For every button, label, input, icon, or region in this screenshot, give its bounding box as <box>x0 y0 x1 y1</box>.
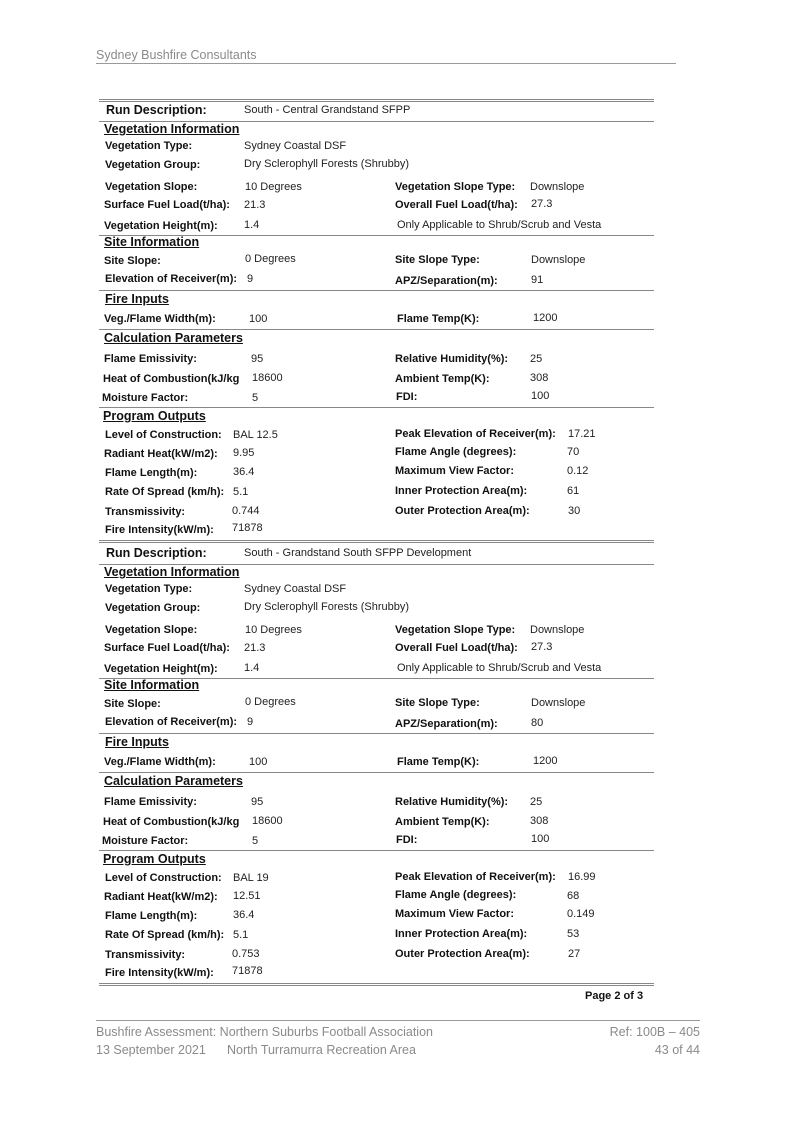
spread-label: Rate Of Spread (km/h): <box>105 929 225 941</box>
inner-label: Inner Protection Area(m): <box>395 485 528 497</box>
peak-label: Peak Elevation of Receiver(m): <box>395 871 556 883</box>
veg-slope-type-value: Downslope <box>530 181 585 193</box>
radiant-value: 12.51 <box>233 890 261 902</box>
site-slope-label: Site Slope: <box>104 698 161 710</box>
site-slope-value: 0 Degrees <box>245 696 296 708</box>
section-site-information: Site Information <box>104 678 200 692</box>
spread-value: 5.1 <box>233 929 249 941</box>
flame-angle-label: Flame Angle (degrees): <box>395 446 517 458</box>
divider <box>99 772 654 773</box>
apz-value: 80 <box>531 717 544 729</box>
flame-length-label: Flame Length(m): <box>105 467 198 479</box>
construction-value: BAL 19 <box>233 872 269 884</box>
fdi-label: FDI: <box>396 391 418 403</box>
run-top-rule <box>99 99 654 102</box>
veg-group-value: Dry Sclerophyll Forests (Shrubby) <box>244 601 410 613</box>
ambient-value: 308 <box>530 372 549 384</box>
elevation-value: 9 <box>247 273 254 285</box>
spread-label: Rate Of Spread (km/h): <box>105 486 225 498</box>
humidity-value: 25 <box>530 796 543 808</box>
section-fire-inputs: Fire Inputs <box>105 735 169 749</box>
transmissivity-label: Transmissivity: <box>105 506 186 518</box>
surface-fuel-label: Surface Fuel Load(t/ha): <box>104 199 230 211</box>
flame-angle-label: Flame Angle (degrees): <box>395 889 517 901</box>
run-bottom-rule <box>99 983 654 986</box>
outer-label: Outer Protection Area(m): <box>395 505 530 517</box>
fdi-label: FDI: <box>396 834 418 846</box>
overall-fuel-value: 27.3 <box>531 198 553 210</box>
ambient-label: Ambient Temp(K): <box>395 816 490 828</box>
outer-value: 27 <box>568 948 581 960</box>
inner-value: 53 <box>567 928 580 940</box>
divider <box>99 733 654 734</box>
veg-height-note: Only Applicable to Shrub/Scrub and Vesta <box>397 219 602 231</box>
flame-temp-label: Flame Temp(K): <box>397 756 480 768</box>
divider <box>99 329 654 330</box>
elevation-value: 9 <box>247 716 254 728</box>
divider <box>99 407 654 408</box>
transmissivity-label: Transmissivity: <box>105 949 186 961</box>
section-program-outputs: Program Outputs <box>103 852 206 866</box>
apz-label: APZ/Separation(m): <box>395 718 498 730</box>
emissivity-value: 95 <box>251 353 264 365</box>
ambient-label: Ambient Temp(K): <box>395 373 490 385</box>
fdi-value: 100 <box>531 390 550 402</box>
surface-fuel-label: Surface Fuel Load(t/ha): <box>104 642 230 654</box>
outer-value: 30 <box>568 505 581 517</box>
flame-width-label: Veg./Flame Width(m): <box>104 756 216 768</box>
moisture-label: Moisture Factor: <box>102 392 189 404</box>
site-slope-label: Site Slope: <box>104 255 161 267</box>
combustion-label: Heat of Combustion(kJ/kg <box>103 816 240 828</box>
flame-width-value: 100 <box>249 756 268 768</box>
flame-width-value: 100 <box>249 313 268 325</box>
emissivity-value: 95 <box>251 796 264 808</box>
flame-length-label: Flame Length(m): <box>105 910 198 922</box>
combustion-value: 18600 <box>252 815 283 827</box>
footer-doc-title: Bushfire Assessment: Northern Suburbs Football Association <box>96 1025 433 1039</box>
veg-height-label: Vegetation Height(m): <box>104 220 218 232</box>
view-factor-label: Maximum View Factor: <box>395 908 514 920</box>
veg-height-value: 1.4 <box>244 219 260 231</box>
apz-value: 91 <box>531 274 544 286</box>
flame-length-value: 36.4 <box>233 909 255 921</box>
surface-fuel-value: 21.3 <box>244 199 266 211</box>
overall-fuel-label: Overall Fuel Load(t/ha): <box>395 199 518 211</box>
radiant-label: Radiant Heat(kW/m2): <box>104 891 218 903</box>
site-slope-type-value: Downslope <box>531 697 586 709</box>
veg-group-value: Dry Sclerophyll Forests (Shrubby) <box>244 158 410 170</box>
intensity-value: 71878 <box>232 965 263 977</box>
outer-label: Outer Protection Area(m): <box>395 948 530 960</box>
site-slope-type-label: Site Slope Type: <box>395 254 480 266</box>
humidity-value: 25 <box>530 353 543 365</box>
flame-width-label: Veg./Flame Width(m): <box>104 313 216 325</box>
footer-location: North Turramurra Recreation Area <box>227 1043 416 1057</box>
peak-value: 17.21 <box>568 428 596 440</box>
intensity-value: 71878 <box>232 522 263 534</box>
divider <box>99 290 654 291</box>
section-vegetation-information: Vegetation Information <box>104 122 240 136</box>
fdi-value: 100 <box>531 833 550 845</box>
humidity-label: Relative Humidity(%): <box>395 353 509 365</box>
humidity-label: Relative Humidity(%): <box>395 796 509 808</box>
apz-label: APZ/Separation(m): <box>395 275 498 287</box>
construction-label: Level of Construction: <box>105 872 222 884</box>
view-factor-value: 0.12 <box>567 465 589 477</box>
veg-slope-value: 10 Degrees <box>245 181 302 193</box>
radiant-value: 9.95 <box>233 447 255 459</box>
site-slope-value: 0 Degrees <box>245 253 296 265</box>
peak-label: Peak Elevation of Receiver(m): <box>395 428 556 440</box>
site-slope-type-label: Site Slope Type: <box>395 697 480 709</box>
veg-type-value: Sydney Coastal DSF <box>244 140 347 152</box>
company-name: Sydney Bushfire Consultants <box>96 48 257 62</box>
flame-angle-value: 70 <box>567 446 580 458</box>
moisture-label: Moisture Factor: <box>102 835 189 847</box>
section-calculation-parameters: Calculation Parameters <box>104 331 243 345</box>
transmissivity-value: 0.753 <box>232 948 260 960</box>
veg-group-label: Vegetation Group: <box>105 602 201 614</box>
flame-temp-value: 1200 <box>533 755 558 767</box>
footer-date: 13 September 2021 <box>96 1043 206 1057</box>
intensity-label: Fire Intensity(kW/m): <box>105 524 214 536</box>
veg-type-label: Vegetation Type: <box>105 583 193 595</box>
elevation-label: Elevation of Receiver(m): <box>105 273 238 285</box>
veg-slope-label: Vegetation Slope: <box>105 624 198 636</box>
veg-group-label: Vegetation Group: <box>105 159 201 171</box>
spread-value: 5.1 <box>233 486 249 498</box>
intensity-label: Fire Intensity(kW/m): <box>105 967 214 979</box>
inner-label: Inner Protection Area(m): <box>395 928 528 940</box>
peak-value: 16.99 <box>568 871 596 883</box>
veg-type-value: Sydney Coastal DSF <box>244 583 347 595</box>
view-factor-value: 0.149 <box>567 908 595 920</box>
run-description-label: Run Description: <box>106 103 207 117</box>
run-top-rule <box>99 540 654 543</box>
veg-slope-label: Vegetation Slope: <box>105 181 198 193</box>
site-slope-type-value: Downslope <box>531 254 586 266</box>
veg-height-note: Only Applicable to Shrub/Scrub and Vesta <box>397 662 602 674</box>
elevation-label: Elevation of Receiver(m): <box>105 716 238 728</box>
veg-slope-value: 10 Degrees <box>245 624 302 636</box>
section-calculation-parameters: Calculation Parameters <box>104 774 243 788</box>
section-site-information: Site Information <box>104 235 200 249</box>
overall-fuel-label: Overall Fuel Load(t/ha): <box>395 642 518 654</box>
veg-height-label: Vegetation Height(m): <box>104 663 218 675</box>
view-factor-label: Maximum View Factor: <box>395 465 514 477</box>
flame-angle-value: 68 <box>567 890 580 902</box>
section-program-outputs: Program Outputs <box>103 409 206 423</box>
run-description-value: South - Grandstand South SFPP Development <box>244 547 472 559</box>
moisture-value: 5 <box>252 835 259 847</box>
combustion-label: Heat of Combustion(kJ/kg <box>103 373 240 385</box>
inner-value: 61 <box>567 485 580 497</box>
veg-slope-type-label: Vegetation Slope Type: <box>395 181 516 193</box>
veg-type-label: Vegetation Type: <box>105 140 193 152</box>
emissivity-label: Flame Emissivity: <box>104 796 197 808</box>
footer-rule <box>96 1020 700 1021</box>
footer-page: 43 of 44 <box>654 1043 700 1057</box>
transmissivity-value: 0.744 <box>232 505 260 517</box>
emissivity-label: Flame Emissivity: <box>104 353 197 365</box>
header-rule <box>96 63 676 64</box>
ambient-value: 308 <box>530 815 549 827</box>
run-description-label: Run Description: <box>106 546 207 560</box>
section-fire-inputs: Fire Inputs <box>105 292 169 306</box>
page-indicator: Page 2 of 3 <box>585 990 644 1002</box>
flame-temp-value: 1200 <box>533 312 558 324</box>
radiant-label: Radiant Heat(kW/m2): <box>104 448 218 460</box>
footer-ref: Ref: 100B – 405 <box>609 1025 700 1039</box>
construction-label: Level of Construction: <box>105 429 222 441</box>
veg-slope-type-label: Vegetation Slope Type: <box>395 624 516 636</box>
veg-slope-type-value: Downslope <box>530 624 585 636</box>
construction-value: BAL 12.5 <box>233 429 278 441</box>
moisture-value: 5 <box>252 392 259 404</box>
run-description-value: South - Central Grandstand SFPP <box>244 104 411 116</box>
flame-temp-label: Flame Temp(K): <box>397 313 480 325</box>
veg-height-value: 1.4 <box>244 662 260 674</box>
combustion-value: 18600 <box>252 372 283 384</box>
flame-length-value: 36.4 <box>233 466 255 478</box>
overall-fuel-value: 27.3 <box>531 641 553 653</box>
surface-fuel-value: 21.3 <box>244 642 266 654</box>
divider <box>99 850 654 851</box>
section-vegetation-information: Vegetation Information <box>104 565 240 579</box>
